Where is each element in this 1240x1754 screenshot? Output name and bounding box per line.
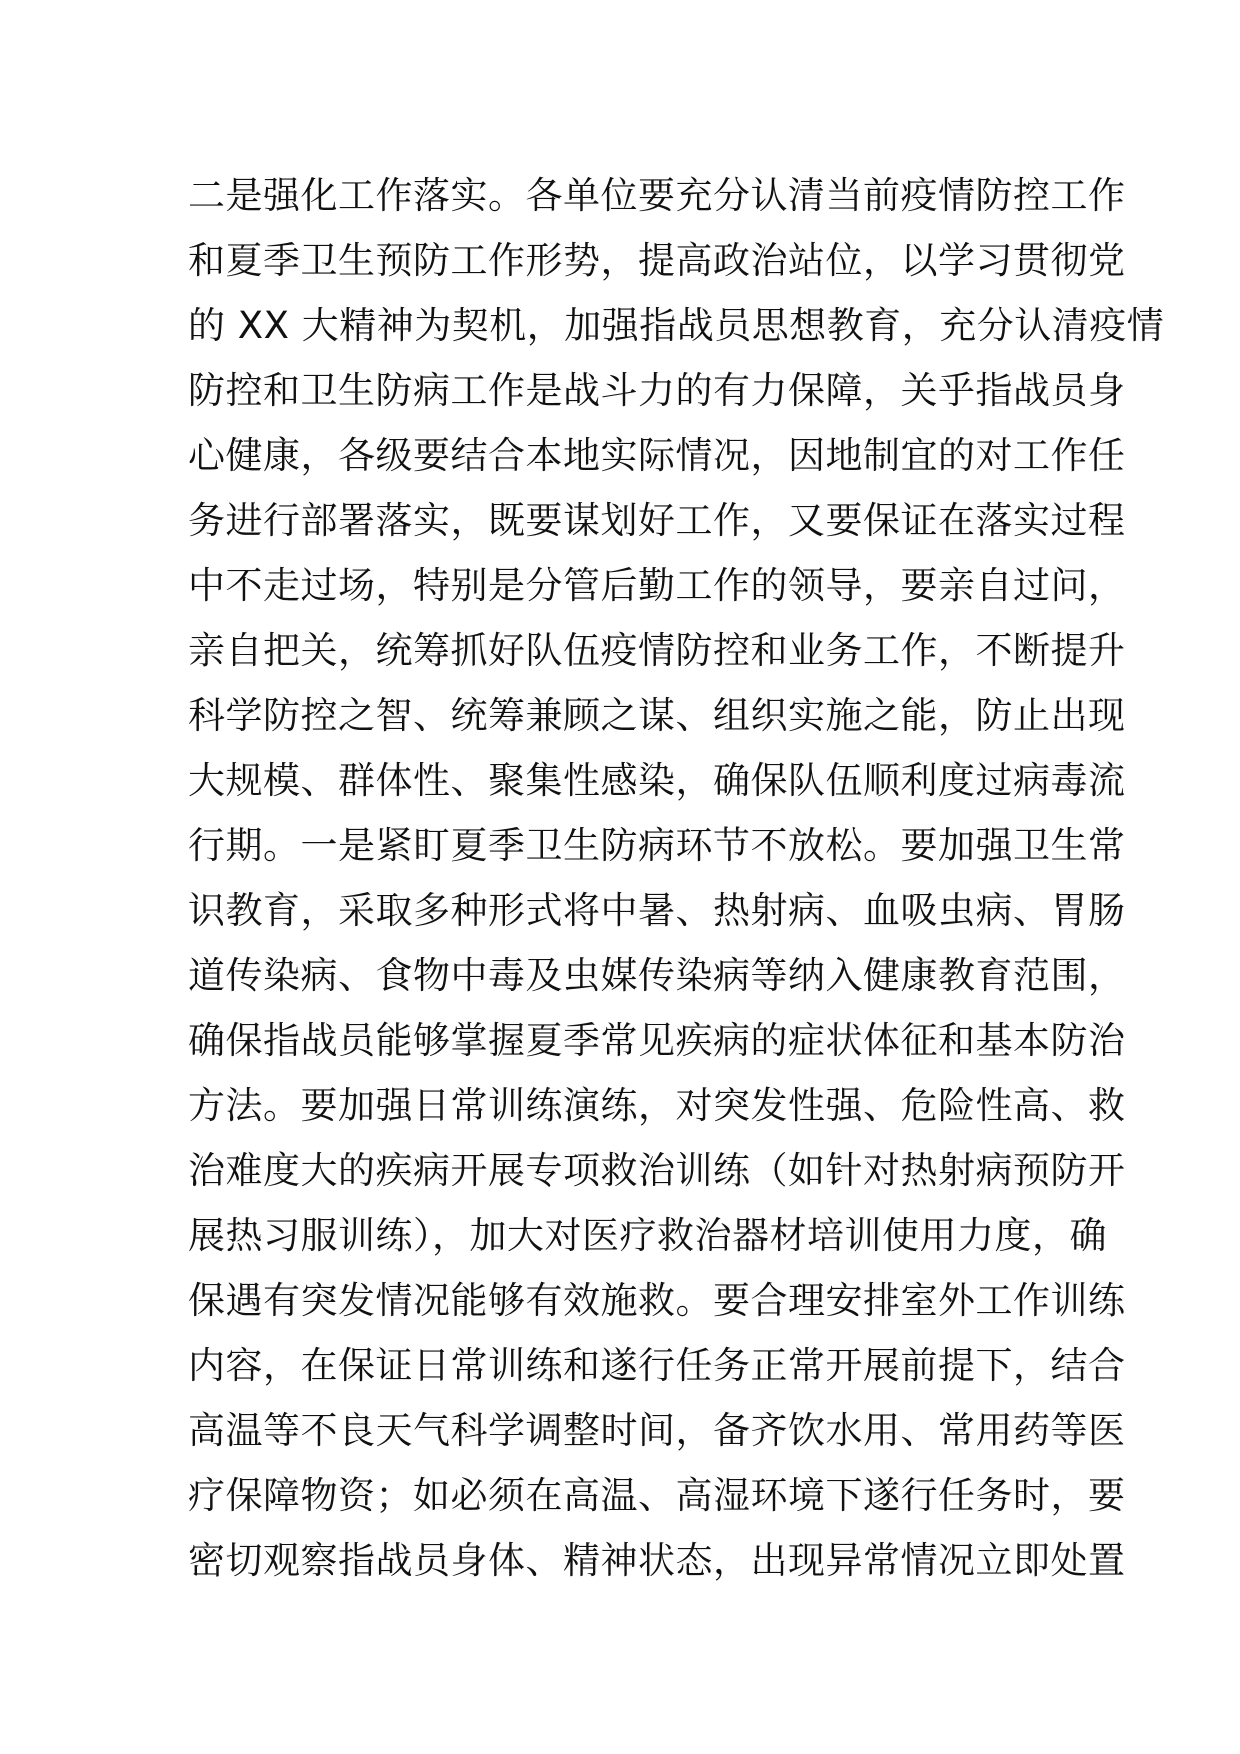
body-paragraph [188,163,1165,1593]
text-line: 确保指战员能够掌握夏季常见疾病的症状体征和基本防治 [188,1019,1126,1062]
text-line: 高温等不良天气科学调整时间，备齐饮水用、常用药等医 [188,1409,1126,1452]
text-line: 和夏季卫生预防工作形势，提高政治站位，以学习贯彻党 [188,239,1126,282]
text-line: 防控和卫生防病工作是战斗力的有力保障，关乎指战员身 [188,369,1126,412]
text-line: 疗保障物资；如必须在高温、高湿环境下遂行任务时，要 [188,1474,1126,1517]
text-line: 务进行部署落实，既要谋划好工作，又要保证在落实过程 [188,499,1126,542]
text-line: 中不走过场，特别是分管后勤工作的领导，要亲自过问， [188,564,1126,607]
text-line: 识教育，采取多种形式将中暑、热射病、血吸虫病、胃肠 [188,889,1126,932]
text-line: 科学防控之智、统筹兼顾之谋、组织实施之能，防止出现 [188,694,1126,737]
text-line: 治难度大的疾病开展专项救治训练（如针对热射病预防开 [188,1149,1126,1192]
text-line: 亲自把关，统筹抓好队伍疫情防控和业务工作，不断提升 [188,629,1126,672]
text-line: 大规模、群体性、聚集性感染，确保队伍顺利度过病毒流 [188,759,1126,802]
text-line: 行期。一是紧盯夏季卫生防病环节不放松。要加强卫生常 [188,824,1126,867]
text-line: 心健康，各级要结合本地实际情况，因地制宜的对工作任 [188,434,1126,477]
text-line: 展热习服训练），加大对医疗救治器材培训使用力度，确 [188,1214,1107,1257]
text-line: 二是强化工作落实。各单位要充分认清当前疫情防控工作 [188,174,1126,217]
text-line: 保遇有突发情况能够有效施救。要合理安排室外工作训练 [188,1279,1126,1322]
text-line: 方法。要加强日常训练演练，对突发性强、危险性高、救 [188,1084,1126,1127]
text-line: 内容，在保证日常训练和遂行任务正常开展前提下，结合 [188,1344,1126,1387]
text-line: 密切观察指战员身体、精神状态，出现异常情况立即处置 [188,1539,1126,1582]
text-line: 的 XX 大精神为契机，加强指战员思想教育，充分认清疫情 [188,304,1165,347]
text-line: 道传染病、食物中毒及虫媒传染病等纳入健康教育范围， [188,954,1126,997]
